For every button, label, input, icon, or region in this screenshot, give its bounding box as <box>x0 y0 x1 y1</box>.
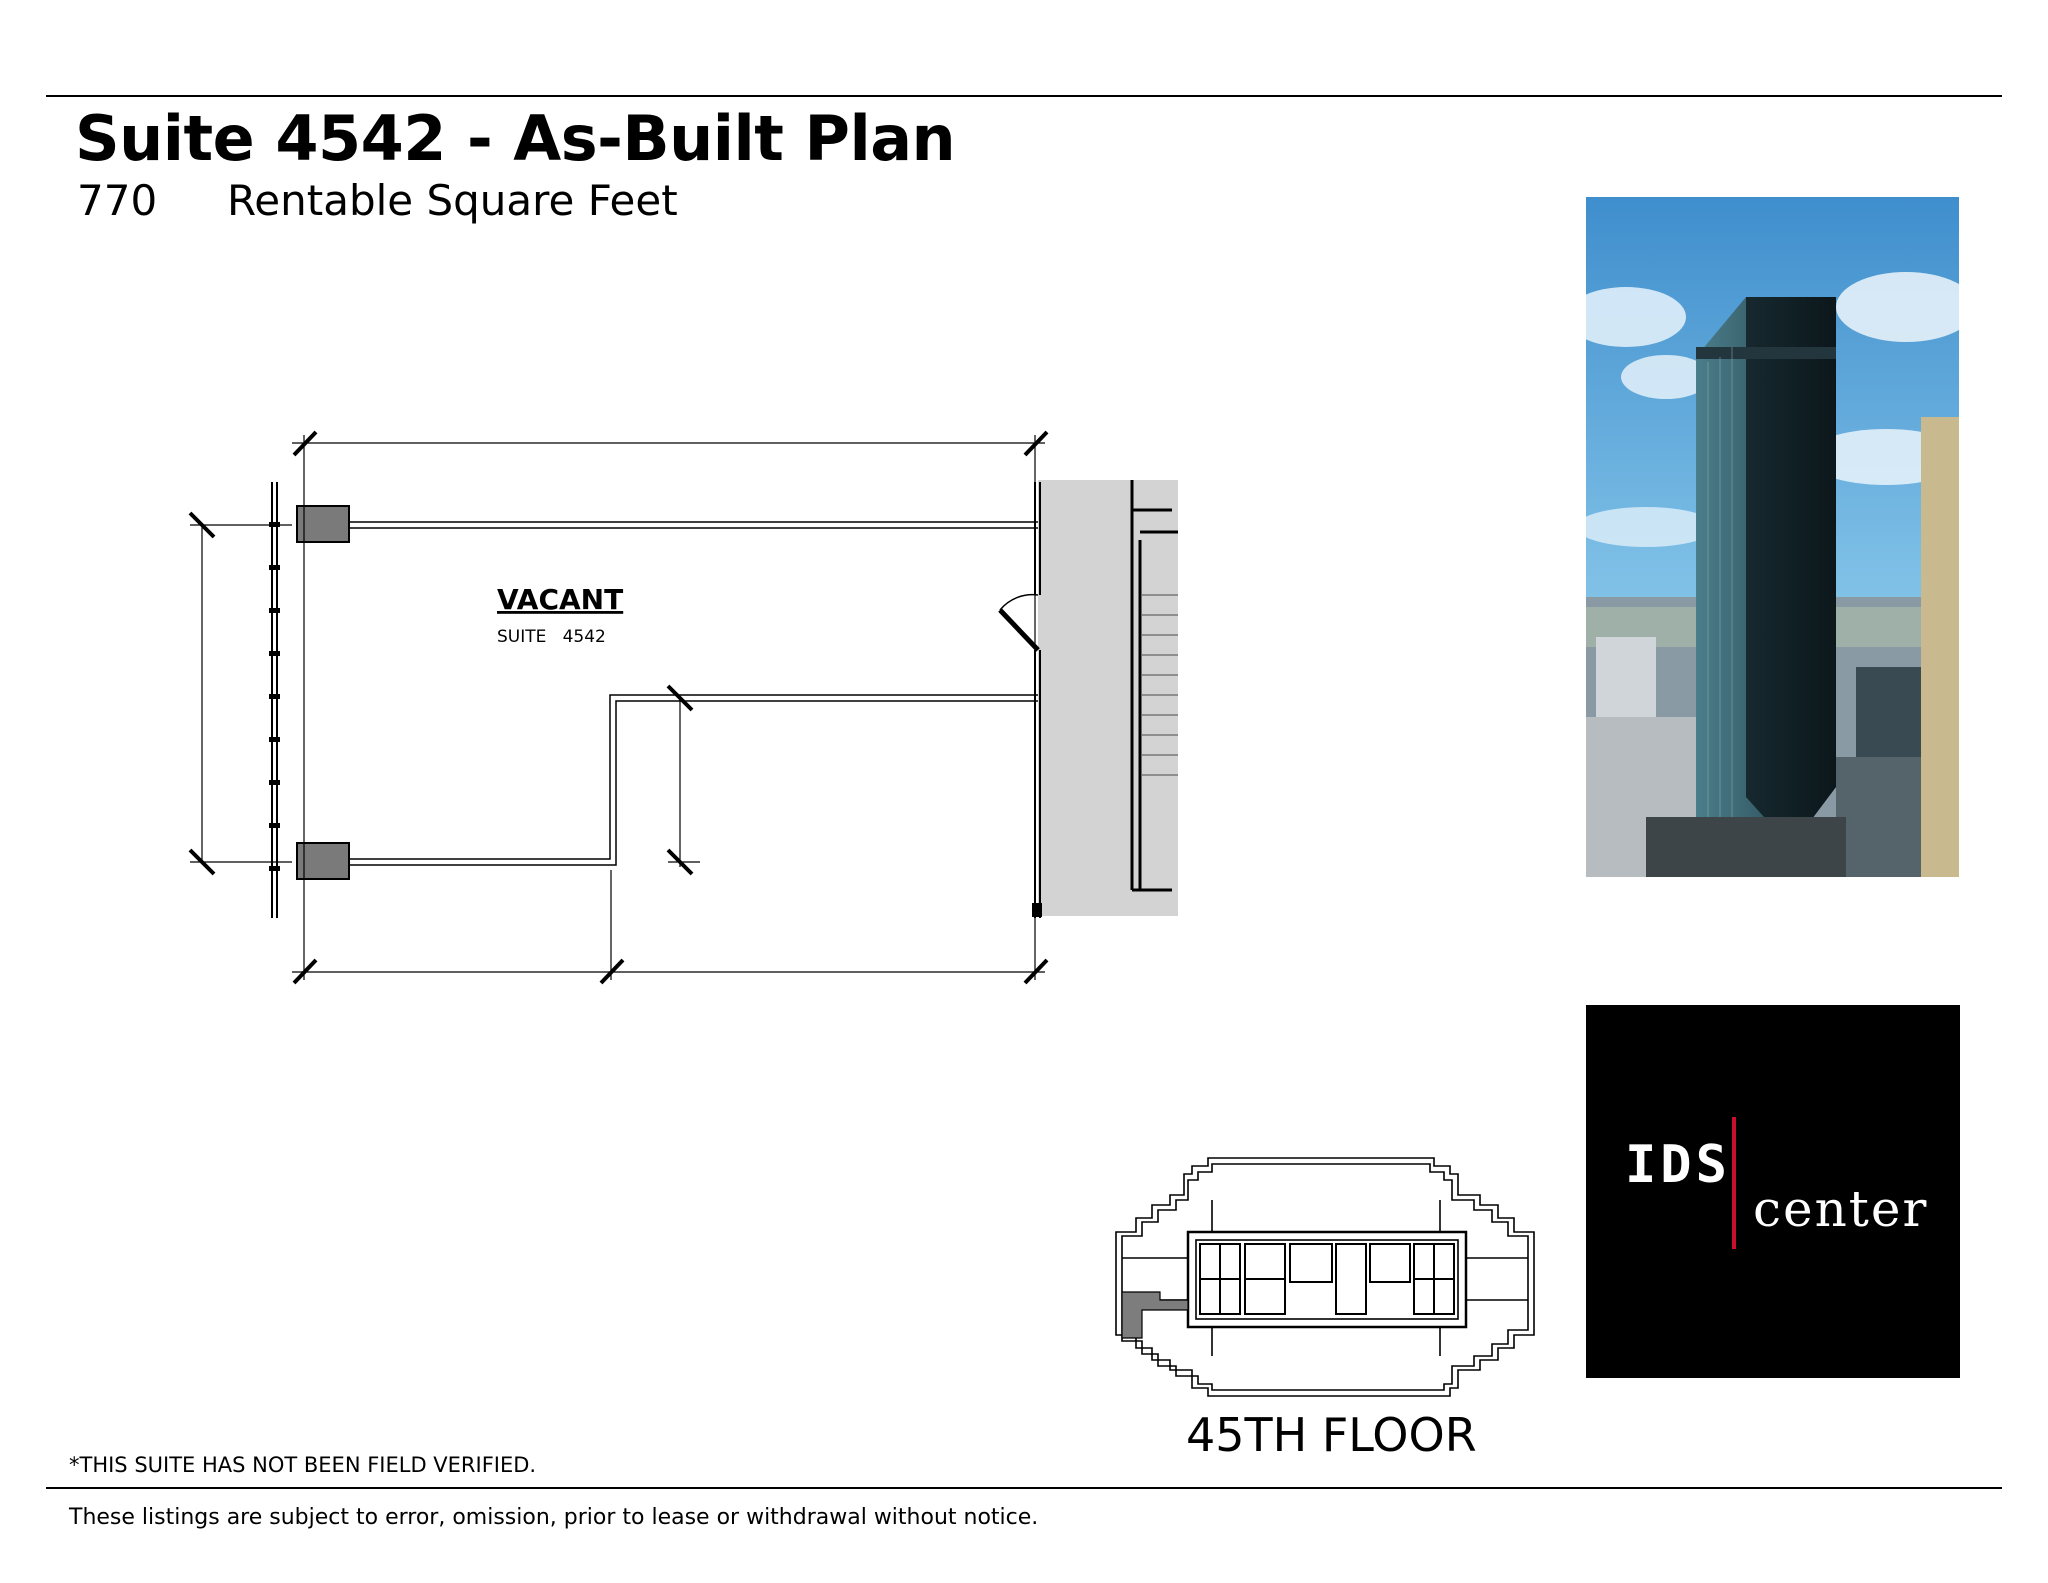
core-rooms <box>1200 1244 1454 1314</box>
suite-number-label: SUITE 4542 <box>497 627 606 647</box>
column <box>297 843 349 879</box>
floor-key-plan <box>1100 1140 1550 1410</box>
logo-wordmark-ids: IDS <box>1625 1135 1731 1195</box>
floor-outline <box>1116 1158 1534 1396</box>
door-swing <box>1000 595 1038 610</box>
rentable-area-value: 770 <box>77 176 158 225</box>
column <box>297 506 349 542</box>
logo-wordmark-center: center <box>1753 1180 1929 1238</box>
window-mullions <box>269 522 280 871</box>
field-verification-note: *THIS SUITE HAS NOT BEEN FIELD VERIFIED. <box>69 1453 537 1477</box>
door-leaf <box>1000 610 1038 650</box>
suite-floor-plan <box>180 420 1180 1000</box>
suite-status-label: VACANT <box>497 583 624 616</box>
ids-center-logo <box>1586 1005 1960 1378</box>
floor-label: 45TH FLOOR <box>1186 1408 1477 1462</box>
suite-location-highlight <box>1122 1292 1188 1338</box>
listing-disclaimer: These listings are subject to error, omission, prior to lease or withdrawal without notice. <box>69 1505 1039 1530</box>
building-photo <box>1586 197 1959 877</box>
top-rule <box>46 95 2002 97</box>
page-title: Suite 4542 - As-Built Plan <box>75 102 956 175</box>
corridor-area <box>1038 480 1178 916</box>
logo-accent-bar <box>1732 1117 1736 1249</box>
rentable-area-label: Rentable Square Feet <box>227 176 678 225</box>
bottom-rule <box>46 1487 2002 1489</box>
